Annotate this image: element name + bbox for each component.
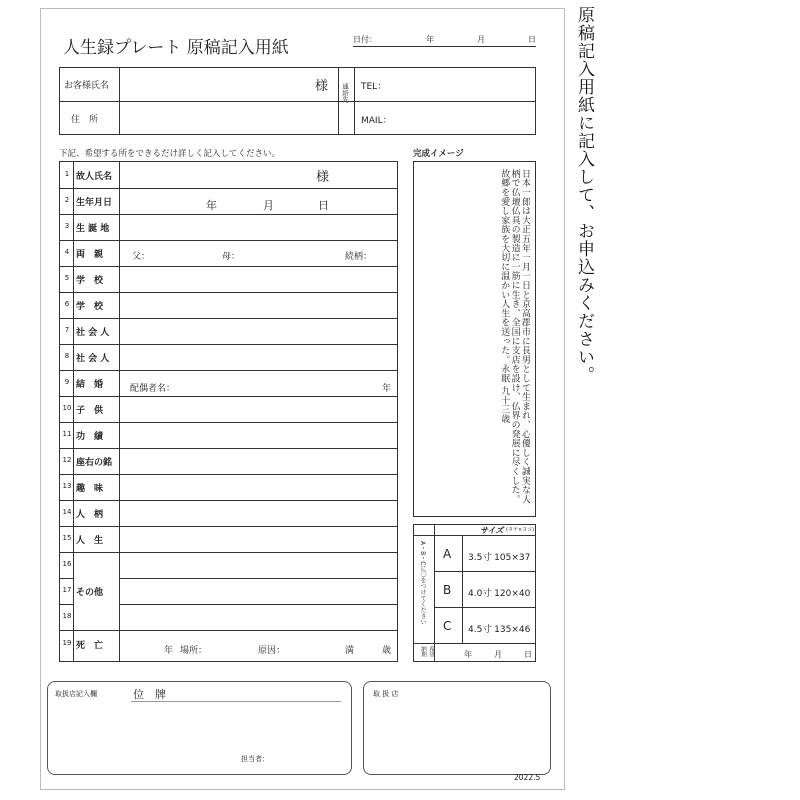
row-label: 故人氏名 (76, 172, 113, 182)
row-number: 10 (62, 404, 72, 412)
row-number: 18 (62, 612, 72, 620)
size-header-divider (414, 535, 535, 536)
contact-divider-right (354, 67, 355, 135)
row-divider (60, 578, 73, 579)
customer-honorific: 様 (315, 79, 329, 94)
spouse-label: 配偶者名： (130, 384, 176, 394)
delivery-month: 月 (494, 650, 502, 659)
row-divider (60, 396, 397, 397)
delivery-label: 希望納期 (420, 646, 434, 657)
row-divider (60, 422, 397, 423)
row-label: 両 親 (76, 250, 104, 260)
size-delivery-divider (414, 643, 535, 644)
size-row-divider-1 (434, 571, 535, 572)
row-label: 趣 味 (76, 484, 104, 494)
row-label: 子 供 (76, 406, 104, 416)
row-number: 15 (62, 534, 72, 542)
row-divider (119, 578, 397, 579)
row-number: 6 (64, 300, 70, 308)
customer-divider (59, 101, 536, 102)
date-underline (353, 46, 536, 47)
row-number: 14 (62, 508, 72, 516)
age-unit: 歳 (382, 646, 392, 656)
birth-day: 日 (318, 199, 329, 212)
row-number: 3 (64, 222, 70, 230)
size-side-divider (434, 525, 435, 661)
size-a-spec: 3.5寸 105×37 (468, 553, 531, 563)
row-divider (60, 214, 397, 215)
row-divider (60, 344, 397, 345)
date-year: 年 (426, 35, 434, 44)
customer-name-label: お客様氏名 (64, 81, 110, 91)
row-number: 4 (64, 248, 70, 256)
row-divider (60, 526, 397, 527)
row-number: 16 (62, 560, 72, 568)
row-number: 19 (62, 638, 72, 647)
age-full: 満 (345, 646, 355, 656)
row-number: 17 (62, 586, 72, 594)
marriage-year: 年 (382, 384, 392, 394)
row-divider (60, 500, 397, 501)
row-divider (60, 188, 397, 189)
form-title: 人生録プレート 原稿記入用紙 (63, 38, 289, 58)
row-number: 11 (62, 430, 72, 438)
death-year: 年 (164, 646, 174, 656)
row-number: 7 (64, 326, 70, 334)
row-divider (60, 552, 397, 553)
size-c-spec: 4.5寸 135×46 (468, 625, 531, 635)
customer-label-divider (119, 67, 120, 135)
row-label: 生年月日 (76, 198, 113, 208)
size-title: サイズ (480, 526, 504, 535)
size-side-label: A・B・Cに〇をつけてください (419, 541, 426, 626)
row-divider (60, 474, 397, 475)
contact-label: 連絡先 (341, 83, 349, 103)
row-label: 結 婚 (76, 380, 104, 390)
row-label: 学 校 (76, 276, 104, 286)
row-divider (60, 370, 397, 371)
date-day: 日 (528, 35, 536, 44)
row-divider (60, 630, 397, 631)
delivery-day: 日 (524, 650, 532, 659)
father-label: 父： (132, 252, 151, 262)
row-number: 12 (62, 456, 72, 464)
death-cause: 原因： (258, 646, 286, 656)
death-place: 場所： (180, 646, 208, 656)
row-label: 人 柄 (76, 510, 104, 520)
mother-label: 母： (222, 252, 241, 262)
row-label: 社 会 人 (76, 354, 110, 364)
date-month: 月 (477, 35, 485, 44)
row-divider (60, 266, 397, 267)
row-label: 死 亡 (76, 640, 104, 651)
relation-label: 続柄： (345, 252, 373, 262)
row-number: 5 (64, 274, 70, 282)
size-row-divider-2 (434, 607, 535, 608)
date-label: 日付： (353, 35, 377, 44)
row-label: 生 誕 地 (76, 224, 110, 234)
form-version: 2022.5 (514, 773, 541, 782)
size-box (413, 524, 536, 662)
row-label: 人 生 (76, 536, 104, 546)
size-b-letter[interactable]: B (443, 583, 452, 597)
side-note: 原稿記入用紙に記入して、お申込みください。 (574, 6, 594, 384)
row-number: 9 (64, 378, 70, 386)
row-divider (60, 604, 73, 605)
completion-label: 完成イメージ (413, 149, 464, 159)
row-label: 学 校 (76, 302, 104, 312)
details-table (59, 161, 398, 662)
size-a-letter[interactable]: A (443, 547, 452, 561)
delivery-year: 年 (464, 650, 472, 659)
row-divider (60, 292, 397, 293)
row-divider (60, 318, 397, 319)
store-label: 取 扱 店 (373, 690, 399, 698)
size-c-letter[interactable]: C (443, 619, 452, 633)
order-form-sheet (40, 8, 565, 790)
tel-label: TEL： (361, 82, 387, 92)
handler-section-label: 取扱店記入欄 (55, 690, 97, 698)
sample-text: 日本一郎は大正五年一月一日と京高郡市に長男として生まれ、心優しく誠実な人柄で仏壇仏具の製造に一筋に生き、全国に支店を設け、仏界の発展に尽くした。故郷を愛し家族を大切に温かい人生を送った。永眠 九十三歳 (499, 169, 530, 504)
birth-month: 月 (263, 199, 274, 212)
row-label: その他 (76, 588, 104, 598)
address-label: 住 所 (71, 115, 99, 125)
instructions-text: 下記、希望する所をできるだけ詳しく記入してください。 (59, 149, 281, 159)
row-number: 8 (64, 352, 70, 360)
row-divider (60, 448, 397, 449)
size-b-spec: 4.0寸 120×40 (468, 589, 531, 599)
row-number: 2 (64, 196, 70, 204)
row-label: 座右の銘 (76, 458, 113, 468)
row-divider (60, 240, 397, 241)
row-label: 功 績 (76, 432, 104, 442)
row-label: 社 会 人 (76, 328, 110, 338)
contact-divider-left (338, 67, 339, 135)
row-number: 1 (64, 170, 70, 178)
row-number: 13 (62, 482, 72, 490)
birth-year: 年 (206, 199, 217, 212)
person-in-charge-label: 担当者： (241, 755, 269, 763)
mail-label: MAIL： (361, 116, 392, 126)
deceased-honorific: 様 (316, 170, 330, 185)
size-title-sub: (タテ×ヨコ) (506, 527, 535, 533)
size-letter-divider (462, 535, 463, 643)
row-divider (119, 604, 397, 605)
ihai-underline (131, 701, 341, 702)
ihai-label: 位 牌 (133, 688, 166, 701)
